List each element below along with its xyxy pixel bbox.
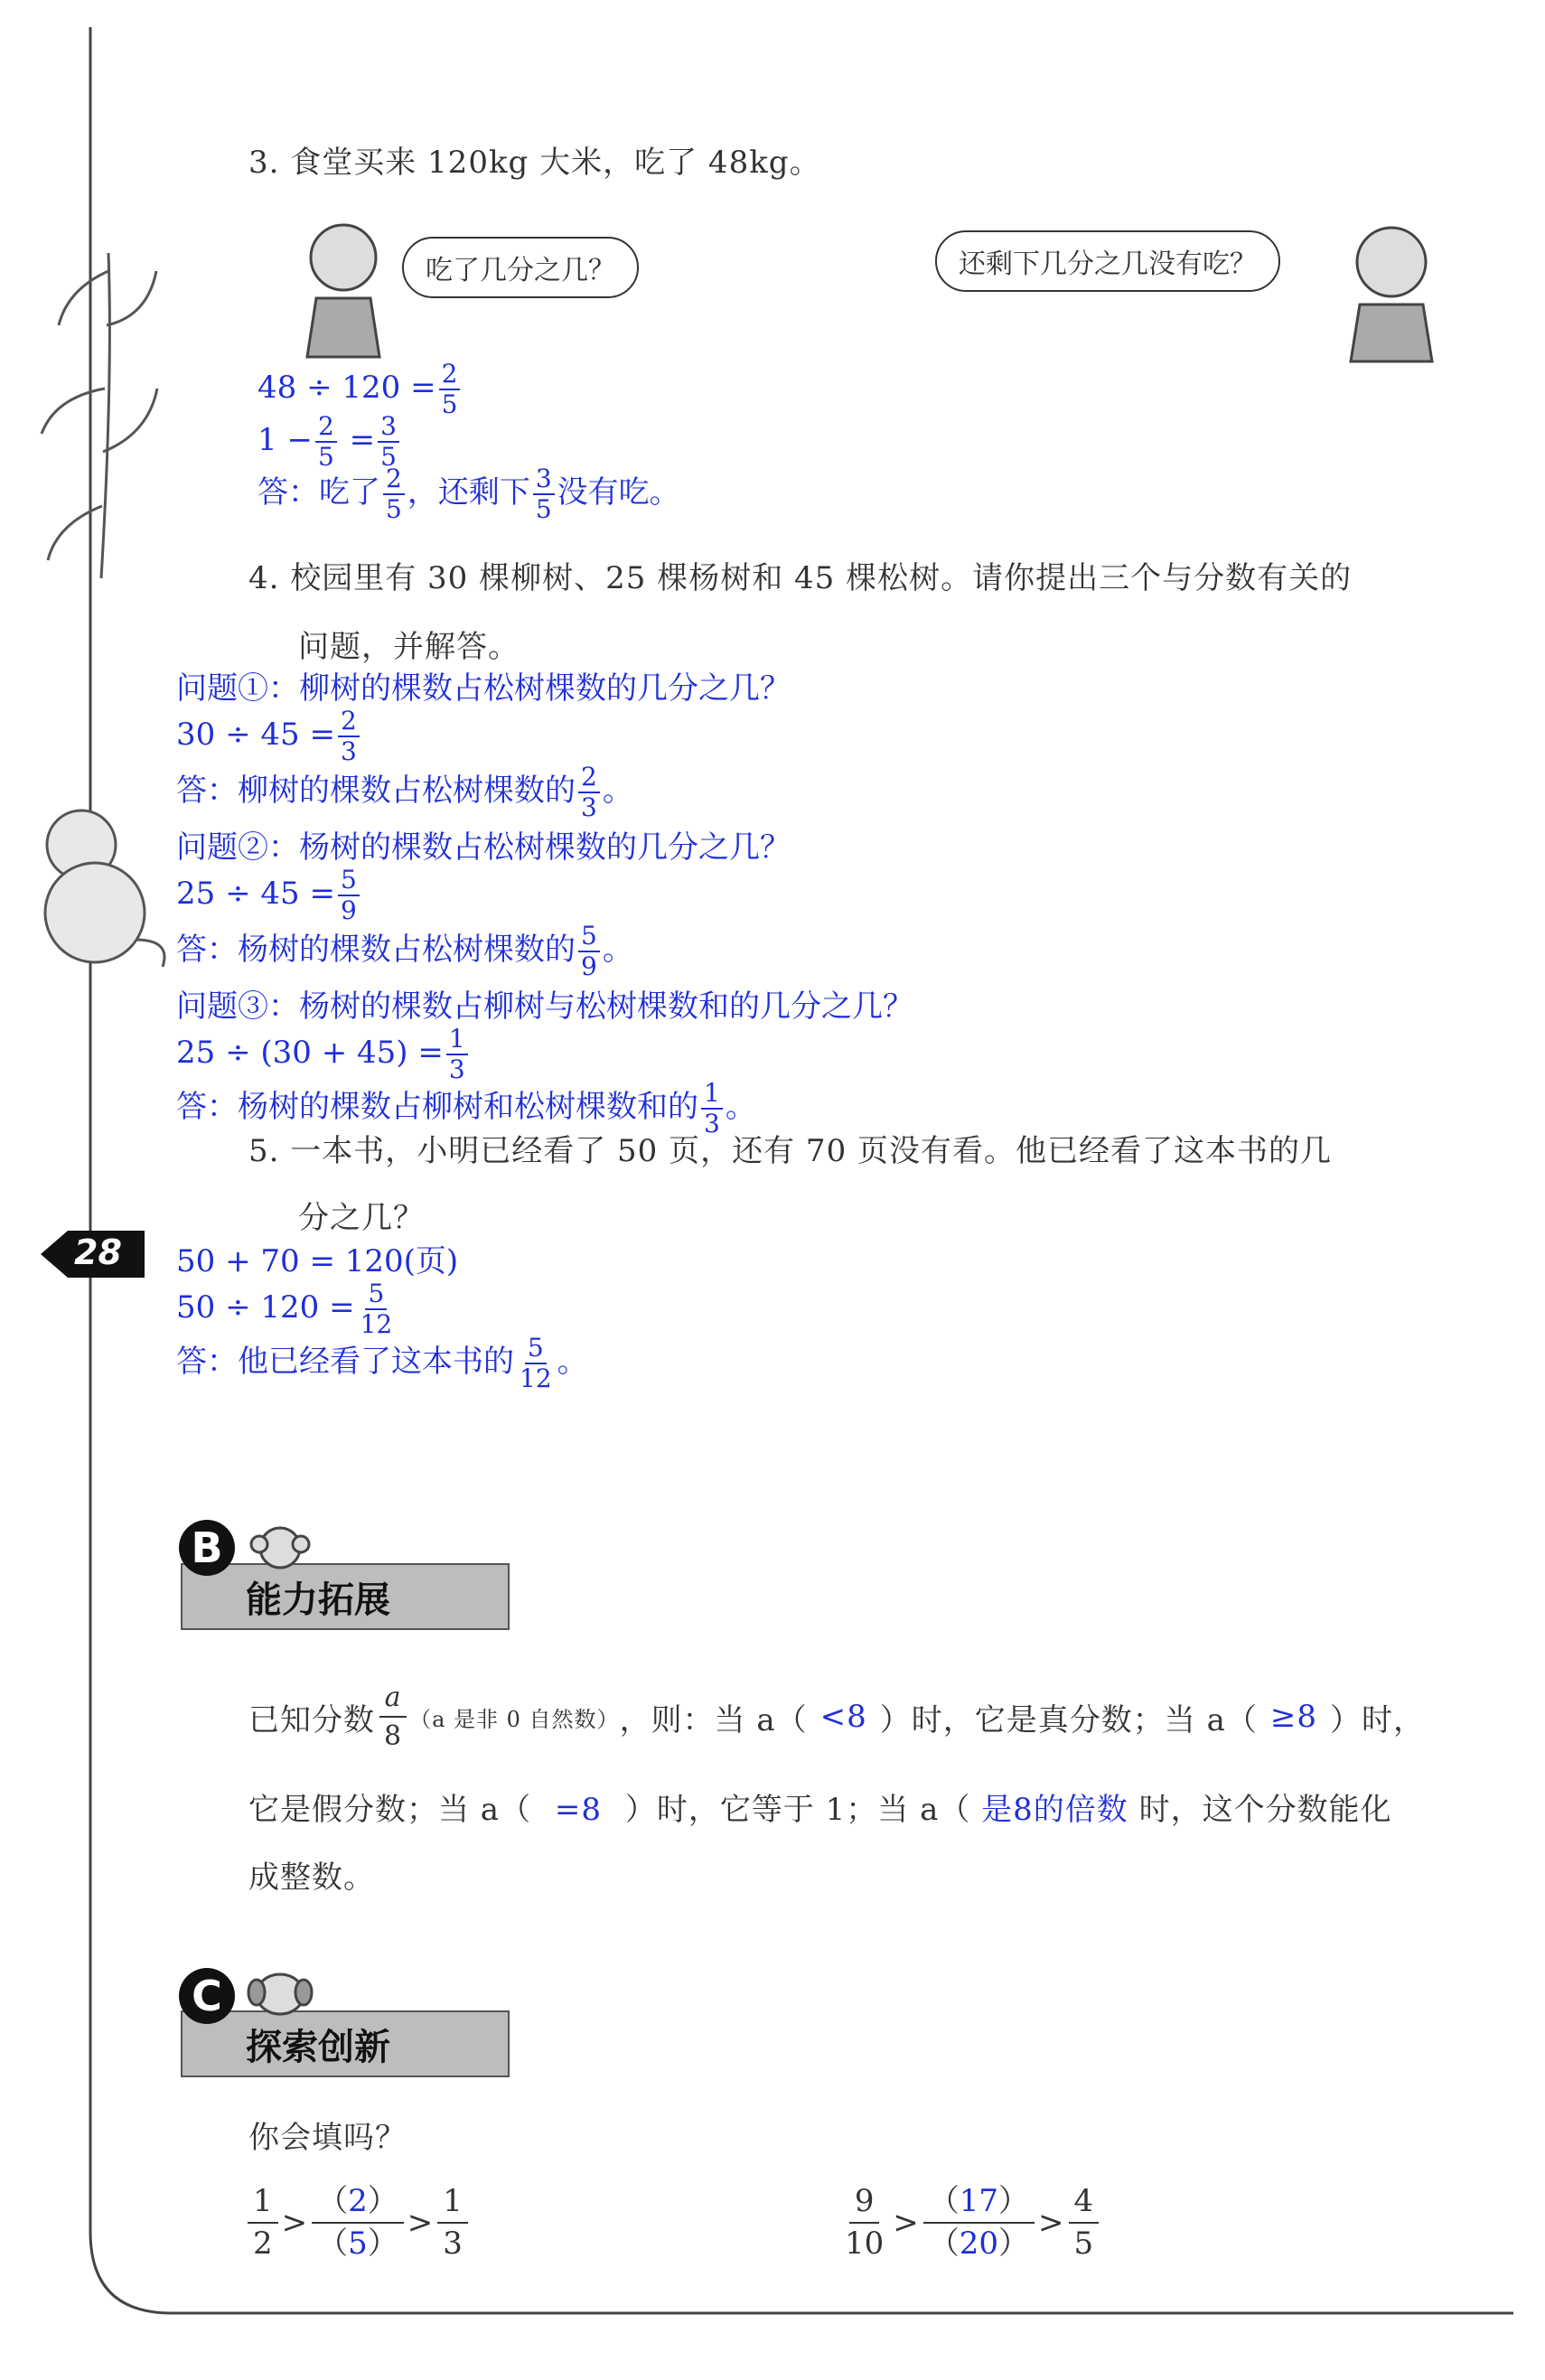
q4-problem-3: 问题③：杨树的棵数占柳树与松树棵数和的几分之几？ [176,989,913,1025]
section-c-title: 探索创新 [246,2026,390,2068]
question-4-line-1: 4. 校园里有 30 棵柳树、25 棵杨树和 45 棵松树。请你提出三个与分数有关的 [248,560,1353,596]
q4-answer-2: 答：杨树的棵数占松树棵数的 $\frac{5}{9}$ 。 [176,921,633,981]
boy-illustration [1337,221,1446,366]
q5-calc-1: 50 + 70 = 120(页) [176,1243,459,1279]
section-c-header [181,2010,510,2077]
monkey-icon [248,1523,312,1572]
section-b-header [181,1563,510,1630]
section-b-badge: B [179,1520,235,1576]
section-b-line-3: 成整数。 [248,1860,375,1896]
page-number: 28 [74,1232,122,1272]
q3-calc-1: 48 ÷ 120 = $\frac{2}{5}$ [258,361,463,417]
question-3: 3. 食堂买来 120kg 大米，吃了 48kg。 [248,145,821,181]
section-c-prompt: 你会填吗？ [248,2120,407,2156]
q3-answer: 答：吃了 $\frac{2}{5}$ ，还剩下 $\frac{3}{5}$ 没有吃。 [258,464,680,524]
puppy-icon [244,1965,316,2019]
speech-bubble-left: 吃了几分之几？ [402,237,639,298]
inequality-right: 9 10 > （17） （20） > 4 5 [836,2185,1102,2262]
question-4-line-2: 问题，并解答。 [298,629,520,665]
question-5-line-1: 5. 一本书，小明已经看了 50 页，还有 70 页没有看。他已经看了这本书的几 [248,1133,1333,1169]
q4-problem-1: 问题①：柳树的棵数占松树棵数的几分之几？ [176,670,791,707]
q4-calc-1: 30 ÷ 45 = $\frac{2}{3}$ [176,708,362,764]
girl-illustration [298,217,398,361]
q4-problem-2: 问题②：杨树的棵数占松树棵数的几分之几？ [176,829,791,866]
q4-answer-3: 答：杨树的棵数占柳树和松树棵数和的 $\frac{1}{3}$ 。 [176,1078,756,1138]
q4-calc-2: 25 ÷ 45 = $\frac{5}{9}$ [176,867,362,923]
section-b-line-1: 已知分数 a 8 （a 是非 0 自然数） ，则：当 a（ <8 ）时，它是真分数；当 a（ ≥8 ）时， [248,1682,1425,1752]
inequality-left: 1 2 > （2） （5） > 1 3 [244,2185,472,2262]
speech-bubble-right: 还剩下几分之几没有吃？ [935,230,1280,292]
q4-calc-3: 25 ÷ (30 + 45) = $\frac{1}{3}$ [176,1026,471,1082]
q4-answer-1: 答：柳树的棵数占松树棵数的 $\frac{2}{3}$ 。 [176,762,633,822]
question-5-line-2: 分之几？ [298,1200,425,1236]
q5-answer: 答：他已经看了这本书的 $\frac{5}{12}$ 。 [176,1333,588,1393]
section-c-badge: C [179,1968,235,2024]
section-b-line-2: 它是假分数；当 a（ =8 ）时，它等于 1；当 a（ 是8的倍数 时，这个分数能化 [248,1792,1392,1828]
q5-calc-2: 50 ÷ 120 = $\frac{5}{12}$ [176,1279,393,1339]
q3-calc-2: 1 − $\frac{2}{5}$ = $\frac{3}{5}$ [258,414,402,470]
section-b-title: 能力拓展 [246,1579,390,1621]
